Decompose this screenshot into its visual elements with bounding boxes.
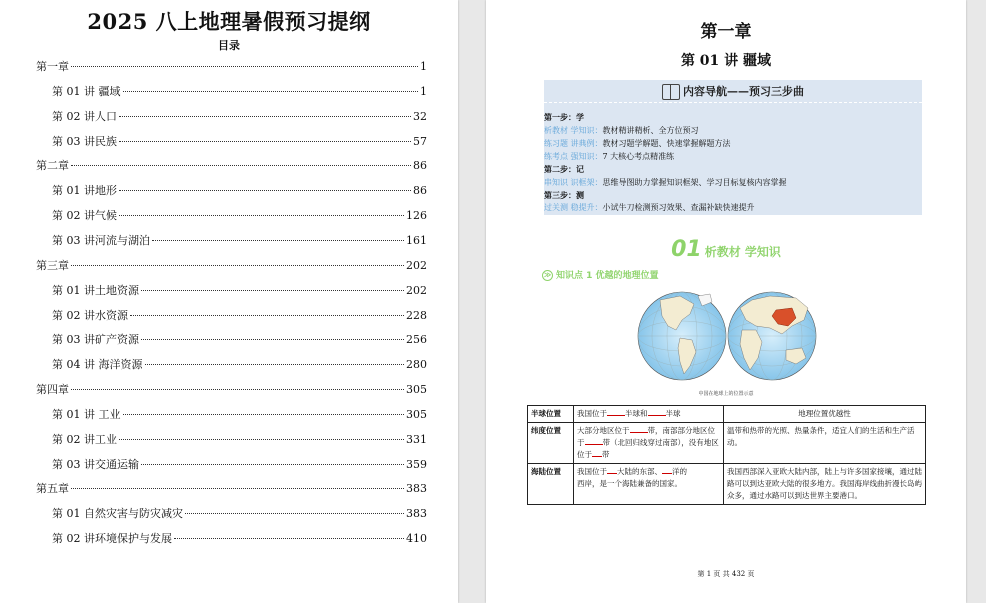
- toc-dot-leader: [185, 513, 404, 514]
- toc-entry-title: 第 01 自然灾害与防灾减灾: [52, 507, 183, 520]
- divider: [544, 102, 922, 103]
- geo-location-table: [527, 405, 926, 505]
- fill-blank[interactable]: [607, 408, 625, 416]
- table-row: [528, 406, 926, 423]
- toc-entry-page: 86: [413, 159, 427, 172]
- toc-dot-leader: [119, 190, 411, 191]
- toc-dot-leader: [71, 389, 404, 390]
- toc-entry-page: 331: [406, 433, 427, 446]
- toc-entry-page: 32: [413, 110, 427, 123]
- toc-entry-title: 第 02 讲气候: [52, 209, 117, 222]
- toc-dot-leader: [71, 66, 418, 67]
- nav-line-5: 过关测 稳提升：小试牛刀检测预习效果、查漏补缺快速提升: [544, 203, 755, 212]
- toc-dot-leader: [123, 414, 405, 415]
- toc-entry-page: 383: [406, 507, 427, 520]
- chevron-circle-icon: ≫: [543, 271, 552, 279]
- toc-entry-title: 第 03 讲矿产资源: [52, 333, 139, 346]
- toc-lecture-entry[interactable]: [52, 83, 427, 99]
- toc-entry-page: 57: [413, 135, 427, 148]
- toc-dot-leader: [130, 315, 404, 316]
- toc-entry-title: 第 02 讲水资源: [52, 309, 128, 322]
- toc-entry-page: 383: [406, 482, 427, 495]
- section-number: 01: [671, 237, 702, 262]
- toc-entry-title: 第 03 讲交通运输: [52, 458, 139, 471]
- table-row: [528, 464, 926, 505]
- toc-entry-page: 410: [406, 532, 427, 545]
- toc-lecture-entry[interactable]: [52, 282, 427, 298]
- toc-entry-page: 1: [420, 85, 427, 98]
- fill-blank[interactable]: [630, 425, 648, 433]
- table-cell: 我国西部深入亚欧大陆内部，陆上与许多国家接壤，通过陆路可以到达亚欧大陆的很多地方。我国海岸线曲折漫长岛屿众多，通过水路可以到达世界主要港口。: [724, 464, 926, 505]
- toc-lecture-entry[interactable]: [52, 431, 427, 447]
- toc-dot-leader: [119, 439, 404, 440]
- toc-dot-leader: [145, 364, 405, 365]
- knowledge-point-heading: ≫ 知识点 1 优越的地理位置: [543, 271, 659, 281]
- toc-entry-title: 第五章: [36, 482, 69, 495]
- toc-entry-title: 第 02 讲工业: [52, 433, 117, 446]
- step-2: 第二步：记: [544, 164, 584, 174]
- table-cell: 温带和热带的光照、热量条件，适宜人们的生活和生产活动。: [724, 423, 926, 464]
- toc-entry-title: 第二章: [36, 159, 69, 172]
- toc-lecture-entry[interactable]: [52, 456, 427, 472]
- toc-dot-leader: [71, 265, 404, 266]
- toc-dot-leader: [152, 240, 404, 241]
- toc-entry-page: 228: [406, 309, 427, 322]
- document-title: 2025 八上地理暑假预习提纲: [87, 9, 371, 34]
- toc-dot-leader: [141, 339, 404, 340]
- toc-entry-page: 359: [406, 458, 427, 471]
- toc-entry-title: 第 01 讲土地资源: [52, 284, 139, 297]
- toc-lecture-entry[interactable]: [52, 108, 427, 124]
- toc-lecture-entry[interactable]: [52, 232, 427, 248]
- table-cell: 我国位于 大陆的东部、 洋的 西岸，是一个海陆兼备的国家。: [574, 464, 724, 505]
- toc-entry-page: 126: [406, 209, 427, 222]
- toc-entry-title: 第 01 讲 疆域: [52, 85, 121, 98]
- toc-entry-page: 202: [406, 259, 427, 272]
- content-navigation-box: [544, 80, 922, 215]
- toc-dot-leader: [119, 116, 411, 117]
- table-row: [528, 423, 926, 464]
- toc-dot-leader: [71, 488, 404, 489]
- lecture-title: 第 01 讲 疆域: [680, 53, 772, 69]
- toc-entry-page: 1: [420, 60, 427, 73]
- toc-entry-title: 第 02 讲环境保护与发展: [52, 532, 172, 545]
- toc-entry-page: 305: [406, 383, 427, 396]
- world-map-illustration: [636, 286, 818, 386]
- table-header-cell: 地理位置优越性: [724, 406, 926, 423]
- nav-line-3: 练考点 强知识：7 大核心考点精准练: [544, 152, 675, 161]
- toc-page: [0, 0, 458, 603]
- map-caption: 中国在地球上的位置示意: [698, 391, 754, 397]
- toc-chapter-entry[interactable]: [36, 257, 427, 273]
- chapter-title: 第一章: [700, 22, 752, 42]
- toc-dot-leader: [119, 215, 404, 216]
- toc-lecture-entry[interactable]: [52, 133, 427, 149]
- fill-blank[interactable]: [662, 466, 672, 474]
- toc-entry-title: 第三章: [36, 259, 69, 272]
- book-icon: [662, 84, 680, 100]
- toc-dot-leader: [141, 464, 404, 465]
- toc-entry-page: 86: [413, 184, 427, 197]
- toc-entry-page: 305: [406, 408, 427, 421]
- section-heading: [486, 237, 966, 262]
- table-header-cell: 半球位置: [528, 406, 574, 423]
- content-page: [486, 0, 966, 603]
- fill-blank[interactable]: [648, 408, 666, 416]
- toc-dot-leader: [119, 141, 411, 142]
- toc-dot-leader: [71, 165, 411, 166]
- table-cell: 我国位于 半球和 半球: [574, 406, 724, 423]
- toc-entry-page: 280: [406, 358, 427, 371]
- toc-entry-title: 第一章: [36, 60, 69, 73]
- toc-dot-leader: [141, 290, 404, 291]
- toc-chapter-entry[interactable]: [36, 381, 427, 397]
- toc-entry-title: 第 04 讲 海洋资源: [52, 358, 143, 371]
- toc-entry-page: 161: [406, 234, 427, 247]
- toc-dot-leader: [123, 91, 419, 92]
- step-1: 第一步：学: [544, 112, 584, 122]
- nav-line-1: 析教材 学知识：教材精讲精析、全方位预习: [544, 126, 699, 135]
- toc-dot-leader: [174, 538, 404, 539]
- toc-lecture-entry[interactable]: [52, 530, 427, 546]
- fill-blank[interactable]: [585, 437, 603, 445]
- toc-lecture-entry[interactable]: [52, 505, 427, 521]
- toc-entry-title: 第 01 讲 工业: [52, 408, 121, 421]
- nav-line-4: 串知识 识框架：思维导图助力掌握知识框架、学习目标复核内容掌握: [544, 178, 787, 187]
- page-footer: 第 1 页 共 432 页: [697, 570, 755, 578]
- table-cell: 大部分地区位于 带，南部部分地区位于 带（北回归线穿过南部），没有地区位于 带: [574, 423, 724, 464]
- section-label: 析教材 学知识: [704, 245, 781, 259]
- toc-entry-title: 第 03 讲民族: [52, 135, 117, 148]
- nav-title: 内容导航——预习三步曲: [683, 85, 804, 98]
- toc-entry-page: 202: [406, 284, 427, 297]
- toc-entry-title: 第 02 讲人口: [52, 110, 117, 123]
- toc-entry-page: 256: [406, 333, 427, 346]
- hemisphere-map: [636, 286, 818, 386]
- toc-chapter-entry[interactable]: [36, 480, 427, 496]
- toc-entry-title: 第 01 讲地形: [52, 184, 117, 197]
- nav-line-2: 练习题 讲典例：教材习题学解题、快速掌握解题方法: [544, 139, 731, 148]
- toc-entry-title: 第 03 讲河流与湖泊: [52, 234, 150, 247]
- toc-chapter-entry[interactable]: [36, 58, 427, 74]
- toc-lecture-entry[interactable]: [52, 406, 427, 422]
- table-header-cell: 海陆位置: [528, 464, 574, 505]
- toc-lecture-entry[interactable]: [52, 331, 427, 347]
- toc-heading: 目录: [218, 39, 240, 52]
- toc-chapter-entry[interactable]: [36, 157, 427, 173]
- toc-entry-title: 第四章: [36, 383, 69, 396]
- toc-lecture-entry[interactable]: [52, 307, 427, 323]
- toc-lecture-entry[interactable]: [52, 356, 427, 372]
- fill-blank[interactable]: [607, 466, 617, 474]
- step-3: 第三步：测: [544, 190, 584, 200]
- fill-blank[interactable]: [592, 449, 602, 457]
- table-header-cell: 纬度位置: [528, 423, 574, 464]
- toc-lecture-entry[interactable]: [52, 182, 427, 198]
- toc-lecture-entry[interactable]: [52, 207, 427, 223]
